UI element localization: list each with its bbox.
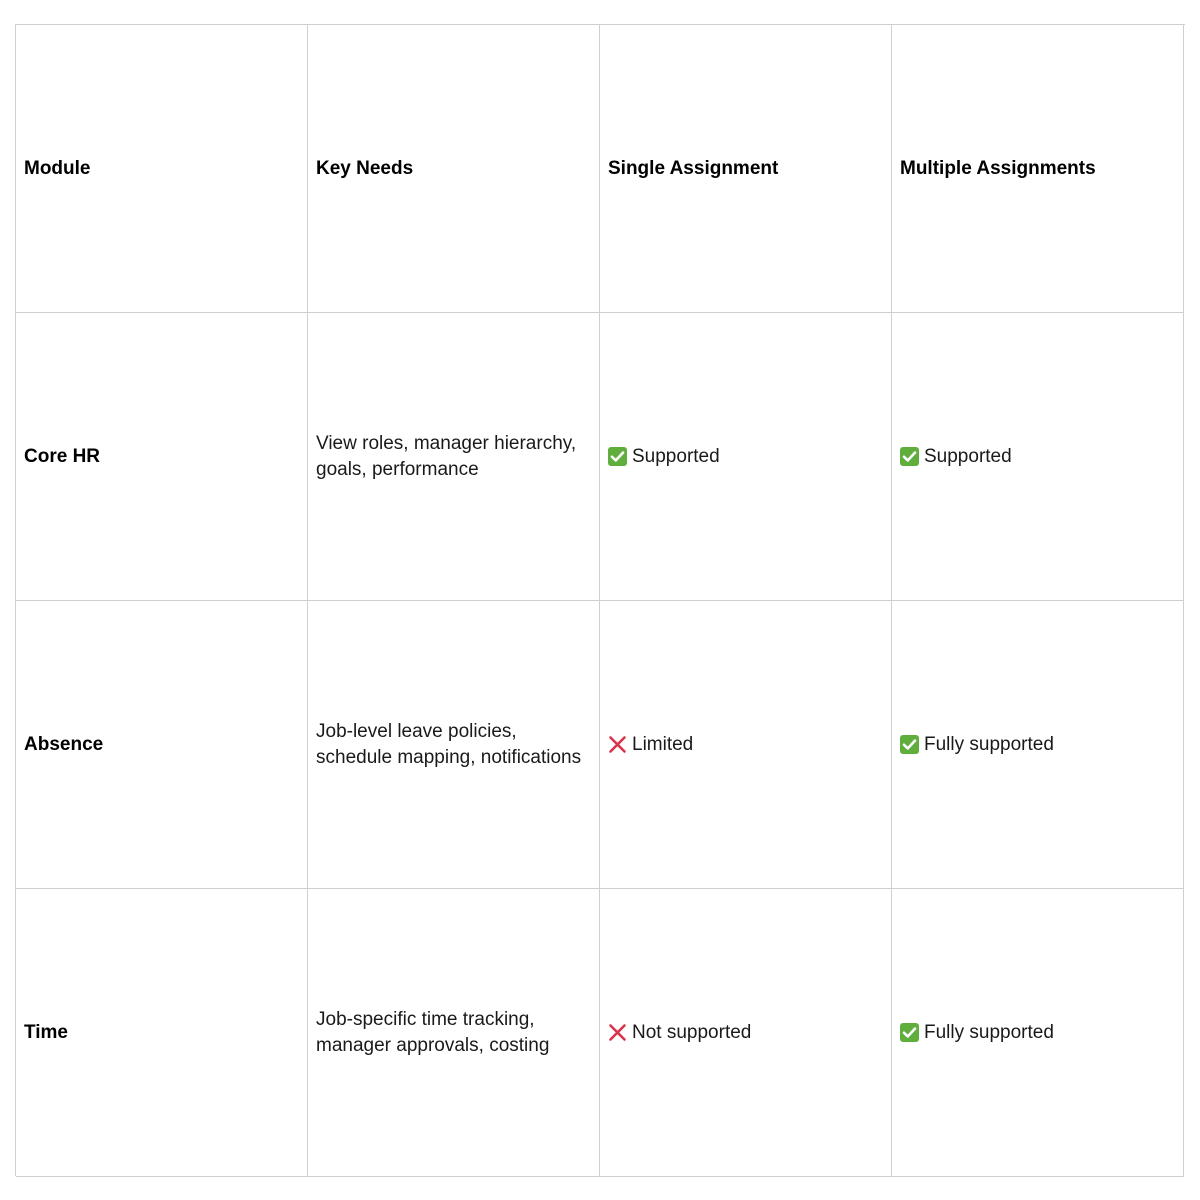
key-needs-cell xyxy=(308,889,600,1177)
module-name: Core HR xyxy=(24,445,101,467)
key-needs-text: Job-level leave policies, schedule mapping, notifications xyxy=(316,720,582,768)
module-cell xyxy=(16,313,308,601)
module-cell xyxy=(16,601,308,889)
check-mark-icon xyxy=(900,447,919,466)
module-cell xyxy=(16,889,308,1177)
status-text: Limited xyxy=(632,733,694,755)
single-assignment-cell xyxy=(600,313,892,601)
key-needs-cell xyxy=(308,313,600,601)
header-key-needs xyxy=(308,25,600,313)
status-text: Supported xyxy=(924,445,1012,467)
header-label: Key Needs xyxy=(316,157,414,179)
header-label: Module xyxy=(24,157,91,179)
header-module xyxy=(16,25,308,313)
header-single-assignment xyxy=(600,25,892,313)
cross-mark-icon xyxy=(608,735,627,754)
module-name: Time xyxy=(24,1021,69,1043)
header-multiple-assignments xyxy=(892,25,1184,313)
cross-mark-icon xyxy=(608,1023,627,1042)
status-text: Fully supported xyxy=(924,733,1054,755)
comparison-table xyxy=(15,24,1185,1176)
check-mark-icon xyxy=(608,447,627,466)
status-text: Supported xyxy=(632,445,720,467)
status-text: Not supported xyxy=(632,1021,752,1043)
key-needs-cell xyxy=(308,601,600,889)
status-text: Fully supported xyxy=(924,1021,1054,1043)
header-label: Single Assignment xyxy=(608,157,779,179)
multiple-assignments-cell xyxy=(892,313,1184,601)
check-mark-icon xyxy=(900,1023,919,1042)
key-needs-text: Job-specific time tracking, manager approvals, costing xyxy=(316,1008,550,1056)
single-assignment-cell xyxy=(600,889,892,1177)
multiple-assignments-cell xyxy=(892,601,1184,889)
header-label: Multiple Assignments xyxy=(900,157,1096,179)
multiple-assignments-cell xyxy=(892,889,1184,1177)
key-needs-text: View roles, manager hierarchy, goals, performance xyxy=(316,432,577,480)
module-name: Absence xyxy=(24,733,104,755)
single-assignment-cell xyxy=(600,601,892,889)
check-mark-icon xyxy=(900,735,919,754)
